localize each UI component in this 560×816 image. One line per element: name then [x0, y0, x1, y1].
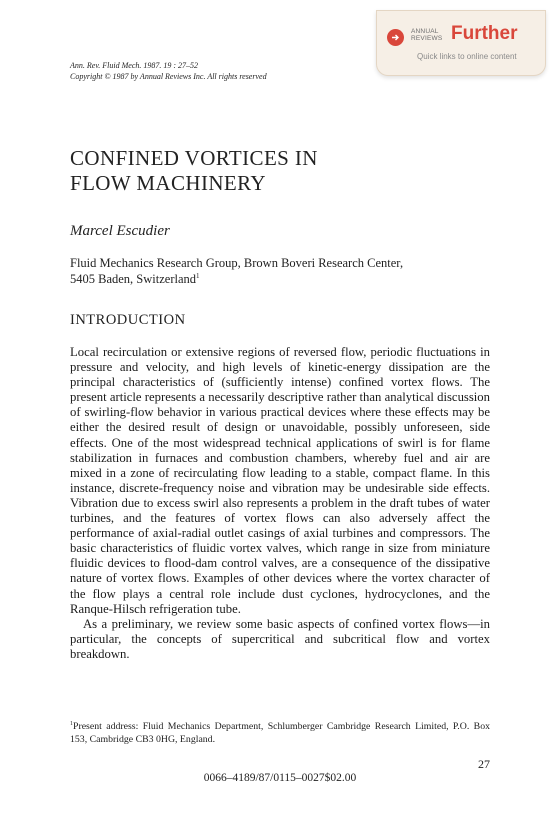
footnote	[70, 720, 490, 746]
further-tagline: Quick links to online content	[417, 52, 517, 61]
further-label: Further	[451, 23, 518, 44]
introduction-paragraph-1: Local recirculation or extensive regions of reversed flow, periodic fluctuations in pressure and velocity, and high levels of kinetic-energy dissipation are the principal characteristics of (sufficiently intense) confined vortex flows. The present article represents a necessarily descriptive rather than analytical discussion of swirling-flow behavior in various practical devices where these effects may be either the desired result of design or unavoidable, possibly unforeseen, side effects. One of the most widespread technical applications of swirl is for flame stabilization in furnaces and combustion chambers, whereby fuel and air are mixed in a zone of recirculating flow leading to a stable, compact flame. In this instance, discrete-frequency noise and vibration may be undesirable side effects. Vibration due to excess swirl also represents a problem in the draft tubes of water turbines, and the features of vortex flows can also adversely affect the performance of axial-radial outlet casings of axial turbines and compressors. The basic characteristics of fluidic vortex valves, which range in size from miniature fluidic devices to flood-dam control valves, are a consequence of the dissipative nature of vortex flows. Examples of other devices where the vortex character of the flow plays a central role include dust cyclones, hydrocyclones, and the Ranque-Hilsch refrigeration tube.	[70, 345, 490, 616]
article-title	[70, 146, 490, 196]
section-heading-introduction: INTRODUCTION	[70, 312, 186, 328]
introduction-paragraph-2: As a preliminary, we review some basic aspects of confined vortex flows—in particular, the concepts of supercritical and subcritical flow and vortex breakdown.	[70, 616, 490, 661]
title-line-2: FLOW MACHINERY	[70, 171, 266, 195]
annual-reviews-label: ANNUAL REVIEWS	[411, 28, 443, 42]
journal-citation: Ann. Rev. Fluid Mech. 1987. 19 : 27–52	[70, 61, 199, 70]
footnote-text: Present address: Fluid Mechanics Department, Schlumberger Cambridge Research Limited, P.O. Box 153, Cambridge CB3 0HG, England.	[70, 721, 490, 745]
further-logo-icon	[387, 29, 404, 46]
annual-reviews-further-badge[interactable]	[376, 10, 546, 76]
affiliation-line-2: 5405 Baden, Switzerland	[70, 271, 197, 286]
author-name: Marcel Escudier	[70, 223, 170, 239]
introduction-body	[70, 345, 490, 662]
arrow-icon	[391, 33, 400, 42]
footnote-mark: 1	[70, 721, 73, 727]
page-number: 27	[478, 757, 490, 771]
affiliation-line-1: Fluid Mechanics Research Group, Brown Boveri Research Center,	[70, 256, 404, 270]
price-code: 0066–4189/87/0115–0027$02.00	[203, 772, 357, 784]
journal-reference	[70, 60, 267, 82]
author-affiliation	[70, 256, 490, 287]
affiliation-footnote-mark: 1	[196, 271, 200, 280]
title-line-1: CONFINED VORTICES IN	[70, 146, 318, 170]
copyright-notice: Copyright © 1987 by Annual Reviews Inc. All rights reserved	[70, 72, 267, 81]
